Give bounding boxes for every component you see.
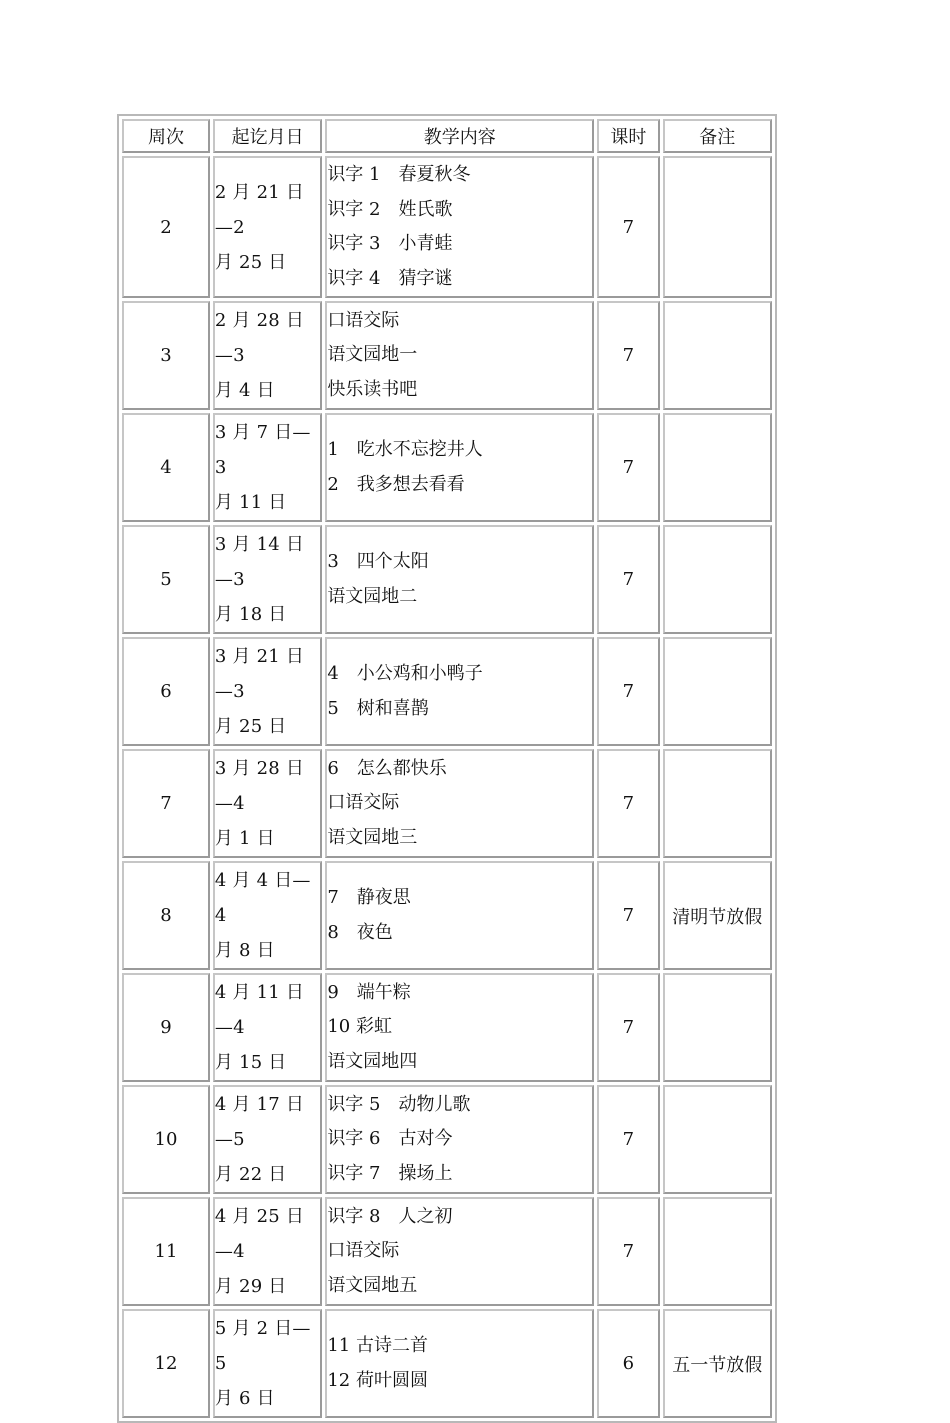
lesson-item: 10 彩虹 [327,1016,392,1038]
header-week: 周次 [122,119,210,153]
hours-cell: 7 [597,301,659,410]
table-row [122,301,772,410]
date-cell [213,861,322,970]
notes-cell [663,413,772,522]
week-cell: 12 [122,1309,210,1418]
table-row [122,413,772,522]
teaching-schedule-table [117,114,777,1423]
lesson-item: 识字 7 操场上 [327,1162,453,1184]
week-cell: 3 [122,301,210,410]
date-line: 月 22 日 [214,1164,287,1185]
hours-cell: 7 [597,749,659,858]
hours-cell: 7 [597,525,659,634]
notes-cell: 清明节放假 [663,861,772,970]
header-dates: 起讫月日 [213,119,322,153]
date-line: 月 1 日 [214,828,275,849]
notes-cell [663,637,772,746]
table-row [122,637,772,746]
table-row [122,1197,772,1306]
notes-cell [663,525,772,634]
lesson-item: 口语交际 [327,1240,400,1262]
date-line: 月 29 日 [214,1276,287,1297]
content-cell [325,861,594,970]
date-cell [213,1309,322,1418]
hours-cell: 7 [597,637,659,746]
date-cell [213,637,322,746]
date-line: 月 18 日 [214,604,287,625]
content-cell [325,1085,594,1194]
week-cell: 5 [122,525,210,634]
notes-cell: 五一节放假 [663,1309,772,1418]
lesson-item: 11 古诗二首 [327,1335,428,1356]
lesson-item: 识字 2 姓氏歌 [327,198,453,220]
lesson-item: 口语交际 [327,309,400,331]
content-cell [325,1309,594,1418]
content-cell [325,1197,594,1306]
content-cell [325,525,594,634]
date-cell [213,1197,322,1306]
table-row [122,156,772,298]
date-line: 月 6 日 [214,1388,275,1409]
table-row [122,1085,772,1194]
content-cell [325,637,594,746]
hours-cell: 7 [597,1085,659,1194]
hours-cell: 6 [597,1309,659,1418]
lesson-item: 3 四个太阳 [327,551,429,572]
notes-cell [663,156,772,298]
date-line: 月 25 日 [214,251,287,273]
lesson-item: 12 荷叶圆圆 [327,1369,428,1391]
schedule-container [117,114,777,1423]
notes-cell [663,301,772,410]
date-line: 2 月 21 日—2 [214,181,305,238]
lesson-item: 识字 4 猜字谜 [327,267,453,289]
content-cell [325,413,594,522]
date-line: 月 11 日 [214,492,287,513]
date-line: 4 月 25 日—4 [214,1206,305,1262]
notes-cell [663,1197,772,1306]
date-line: 3 月 7 日—3 [214,422,311,478]
hours-cell: 7 [597,861,659,970]
table-header-row [122,119,772,153]
lesson-item: 语文园地二 [327,585,418,607]
table-row [122,749,772,858]
date-line: 4 月 17 日—5 [214,1094,305,1150]
table-row [122,861,772,970]
header-hours: 课时 [597,119,659,153]
content-cell [325,973,594,1082]
date-line: 月 4 日 [214,380,275,401]
date-line: 3 月 21 日—3 [214,646,305,702]
notes-cell [663,749,772,858]
date-line: 月 25 日 [214,716,287,737]
lesson-item: 快乐读书吧 [327,378,418,400]
week-cell: 2 [122,156,210,298]
week-cell: 4 [122,413,210,522]
lesson-item: 口语交际 [327,792,400,814]
hours-cell: 7 [597,156,659,298]
header-content: 教学内容 [325,119,594,153]
date-line: 4 月 4 日—4 [214,870,311,926]
lesson-item: 语文园地四 [327,1050,418,1072]
table-row [122,1309,772,1418]
week-cell: 7 [122,749,210,858]
lesson-item: 4 小公鸡和小鸭子 [327,663,483,684]
date-line: 月 15 日 [214,1052,287,1073]
date-cell [213,156,322,298]
date-cell [213,973,322,1082]
week-cell: 9 [122,973,210,1082]
lesson-item: 识字 8 人之初 [327,1205,453,1227]
lesson-item: 识字 6 古对今 [327,1128,453,1150]
date-cell [213,301,322,410]
lesson-item: 语文园地三 [327,826,418,848]
lesson-item: 6 怎么都快乐 [327,757,447,779]
notes-cell [663,1085,772,1194]
table-row [122,973,772,1082]
lesson-item: 9 端午粽 [327,981,411,1003]
date-cell [213,525,322,634]
date-line: 3 月 14 日—3 [214,534,305,590]
date-cell [213,413,322,522]
date-line: 2 月 28 日—3 [214,310,305,366]
week-cell: 11 [122,1197,210,1306]
table-row [122,525,772,634]
week-cell: 10 [122,1085,210,1194]
hours-cell: 7 [597,413,659,522]
date-line: 月 8 日 [214,940,275,961]
lesson-item: 识字 5 动物儿歌 [327,1093,471,1115]
content-cell [325,749,594,858]
content-cell [325,301,594,410]
lesson-item: 8 夜色 [327,921,393,943]
lesson-item: 2 我多想去看看 [327,473,465,495]
week-cell: 8 [122,861,210,970]
lesson-item: 识字 3 小青蛙 [327,233,453,254]
lesson-item: 语文园地一 [327,344,418,366]
date-line: 5 月 2 日—5 [214,1318,311,1374]
lesson-item: 5 树和喜鹊 [327,697,429,719]
lesson-item: 语文园地五 [327,1274,418,1296]
lesson-item: 7 静夜思 [327,887,411,908]
lesson-item: 1 吃水不忘挖井人 [327,439,483,460]
lesson-item: 识字 1 春夏秋冬 [327,164,471,185]
week-cell: 6 [122,637,210,746]
notes-cell [663,973,772,1082]
hours-cell: 7 [597,1197,659,1306]
date-cell [213,749,322,858]
hours-cell: 7 [597,973,659,1082]
date-line: 3 月 28 日—4 [214,758,305,814]
content-cell [325,156,594,298]
date-cell [213,1085,322,1194]
header-notes: 备注 [663,119,772,153]
date-line: 4 月 11 日—4 [214,982,305,1038]
